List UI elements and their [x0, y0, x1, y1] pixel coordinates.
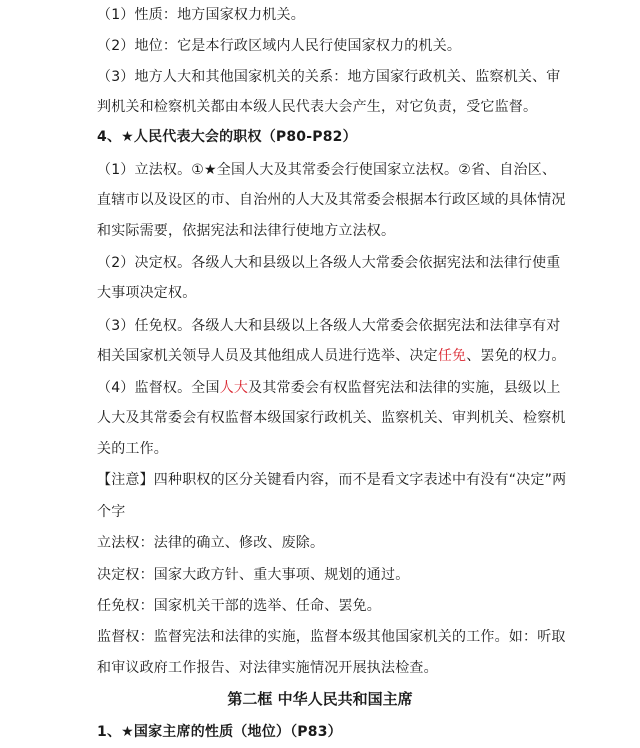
section-heading: 1、★国家主席的性质（地位）（P83） — [97, 724, 342, 740]
chapter-title: 第二框 中华人民共和国主席 — [227, 690, 413, 708]
text-line: 个字 — [97, 504, 126, 520]
text-segment: 、罢免的权力。 — [466, 348, 566, 364]
text-segment: 及其常委会有权监督宪法和法律的实施，县级以上 — [248, 380, 561, 396]
text-line — [97, 378, 561, 398]
text-line: （1）立法权。①★全国人大及其常委会行使国家立法权。②省、自治区、 — [97, 162, 557, 178]
text-line: 关的工作。 — [97, 441, 168, 457]
text-line: 任免权：国家机关干部的选举、任命、罢免。 — [97, 598, 381, 614]
text-line — [97, 346, 566, 366]
text-line: 和实际需要，依据宪法和法律行使地方立法权。 — [97, 223, 396, 239]
text-line: （3）任免权。各级人大和县级以上各级人大常委会依据宪法和法律享有对 — [97, 318, 561, 334]
text-line: （1）性质：地方国家权力机关。 — [97, 7, 305, 23]
text-segment: （4）监督权。全国 — [97, 380, 220, 396]
text-line: 人大及其常委会有权监督本级国家行政机关、监察机关、审判机关、检察机 — [97, 410, 566, 426]
text-line: 立法权：法律的确立、修改、废除。 — [97, 535, 325, 551]
text-line: 直辖市以及设区的市、自治州的人大及其常委会根据本行政区域的具体情况 — [97, 192, 566, 208]
highlight-text: 任免 — [437, 348, 467, 364]
text-line: 【注意】四种职权的区分关键看内容，而不是看文字表述中有没有“决定”两 — [97, 472, 567, 488]
highlight-text: 人大 — [219, 380, 249, 396]
text-line: （2）决定权。各级人大和县级以上各级人大常委会依据宪法和法律行使重 — [97, 255, 561, 271]
section-heading: 4、★人民代表大会的职权（P80-P82） — [97, 129, 357, 145]
text-segment: 相关国家机关领导人员及其他组成人员进行选举、决定 — [97, 348, 438, 364]
text-line: （3）地方人大和其他国家机关的关系：地方国家行政机关、监察机关、审 — [97, 69, 561, 85]
text-line: 大事项决定权。 — [97, 285, 197, 301]
text-line: 和审议政府工作报告、对法律实施情况开展执法检查。 — [97, 660, 438, 676]
text-line: （2）地位：它是本行政区域内人民行使国家权力的机关。 — [97, 38, 462, 54]
text-line: 判机关和检察机关都由本级人民代表大会产生，对它负责，受它监督。 — [97, 99, 538, 115]
text-line: 决定权：国家大政方针、重大事项、规划的通过。 — [97, 567, 410, 583]
text-line: 监督权：监督宪法和法律的实施，监督本级其他国家机关的工作。如：听取 — [97, 629, 566, 645]
